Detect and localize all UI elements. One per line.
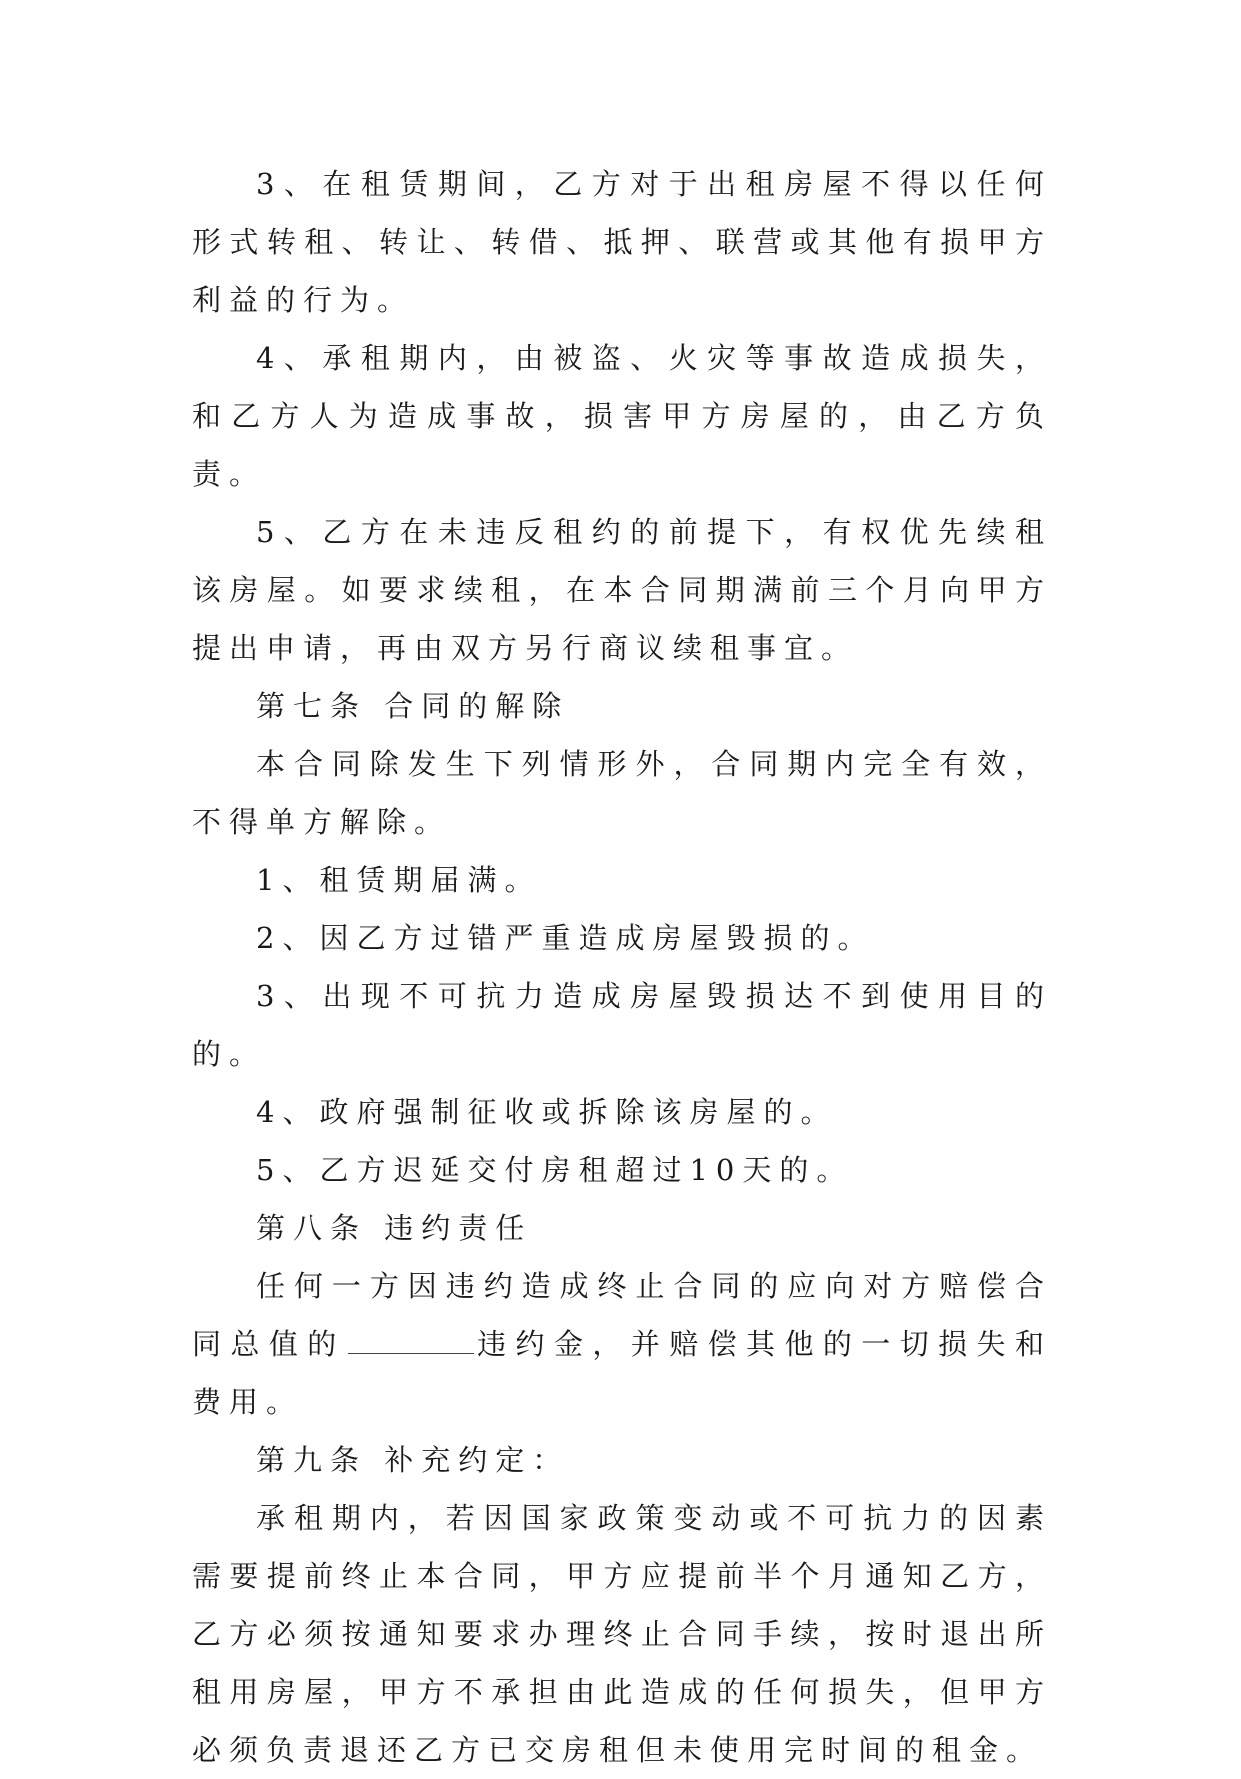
document-page xyxy=(192,155,1052,1779)
clause-6-5: 5、乙方在未违反租约的前提下，有权优先续租该房屋。如要求续租，在本合同期满前三个月向甲方提出申请，再由双方另行商议续租事宜。 xyxy=(192,515,1052,665)
clause-7-3: 3、出现不可抗力造成房屋毁损达不到使用目的的。 xyxy=(192,979,1052,1071)
penalty-text-after: 违约金，并赔偿其他的一切损失和费用。 xyxy=(192,1327,1052,1419)
article-8-body xyxy=(192,1257,1052,1431)
penalty-blank-line xyxy=(348,1327,474,1354)
clause-7-4: 4、政府强制征收或拆除该房屋的。 xyxy=(256,1095,838,1129)
penalty-text-before: 任何一方因违约造成终止合同的应向对方赔偿合同总值的 xyxy=(192,1269,1052,1361)
clause-7-5: 5、乙方迟延交付房租超过10天的。 xyxy=(256,1153,854,1187)
article-8-heading: 第八条 违约责任 xyxy=(256,1211,533,1245)
article-7-intro: 本合同除发生下列情形外，合同期内完全有效，不得单方解除。 xyxy=(192,747,1052,839)
clause-7-2: 2、因乙方过错严重造成房屋毁损的。 xyxy=(256,921,875,955)
clause-7-1: 1、租赁期届满。 xyxy=(256,863,542,897)
article-7-heading: 第七条 合同的解除 xyxy=(256,689,570,723)
article-9-heading: 第九条 补充约定： xyxy=(256,1443,570,1477)
clause-6-3: 3、在租赁期间，乙方对于出租房屋不得以任何形式转租、转让、转借、抵押、联营或其他有损甲方利益的行为。 xyxy=(192,167,1052,317)
article-9-body: 承租期内，若因国家政策变动或不可抗力的因素需要提前终止本合同，甲方应提前半个月通知乙方，乙方必须按通知要求办理终止合同手续，按时退出所租用房屋，甲方不承担由此造成的任何损失，但甲方必须负责退还乙方已交房租但未使用完时间的租金。 xyxy=(192,1501,1052,1767)
clause-6-4: 4、承租期内，由被盗、火灾等事故造成损失，和乙方人为造成事故，损害甲方房屋的，由乙方负责。 xyxy=(192,341,1052,491)
